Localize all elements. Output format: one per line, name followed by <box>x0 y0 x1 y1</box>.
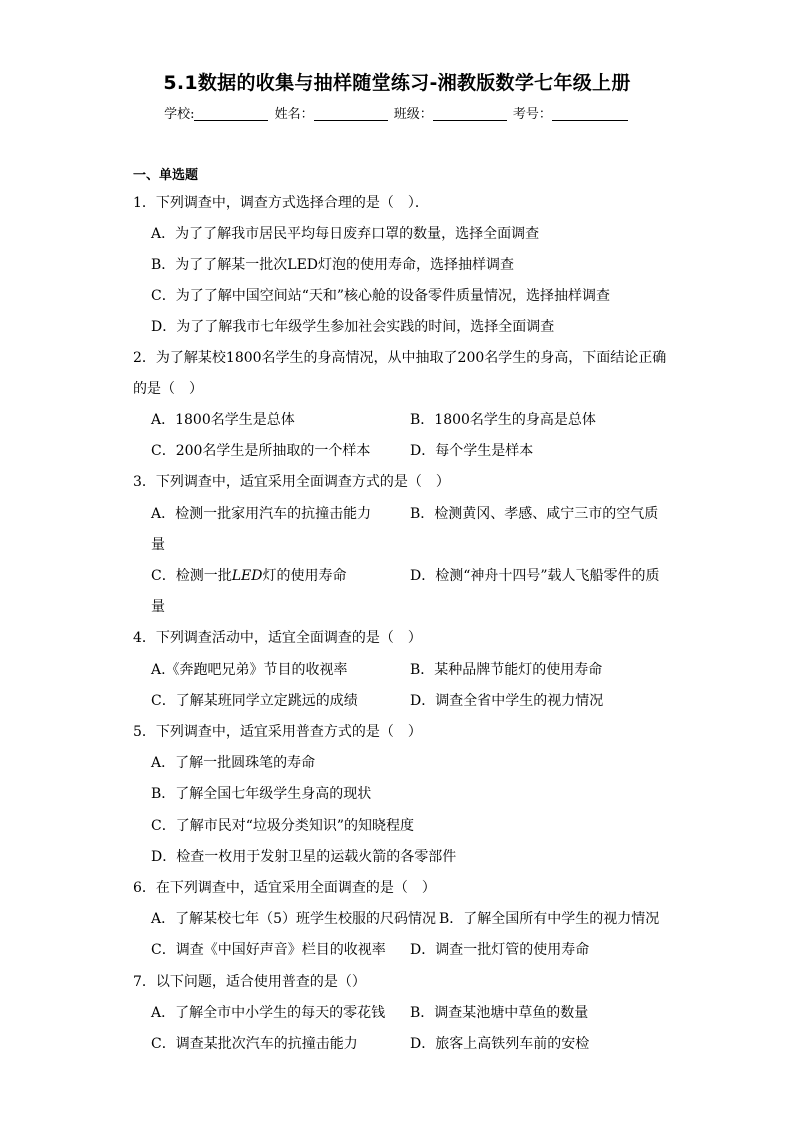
question-4-option-d: D．调查全省中学生的视力情况 <box>410 693 604 709</box>
question-6-option-c: C．调查《中国好声音》栏目的收视率 <box>151 942 386 958</box>
question-5-stem: 5．下列调查中，适宜采用普查方式的是（ ） <box>133 724 422 740</box>
question-3-stem: 3．下列调查中，适宜采用全面调查方式的是（ ） <box>133 474 450 490</box>
question-5-option-c: C．了解市民对“垃圾分类知识”的知晓程度 <box>151 818 415 834</box>
name-label: 姓名： <box>274 107 314 122</box>
question-3-option-d-continued: 量 <box>151 599 165 615</box>
question-1-option-d: D．为了了解我市七年级学生参加社会实践的时间，选择全面调查 <box>151 319 555 335</box>
question-1-option-a: A．为了了解我市居民平均每日废弃口罩的数量，选择全面调查 <box>151 226 540 242</box>
question-6-option-d: D．调查一批灯管的使用寿命 <box>410 942 590 958</box>
question-2-stem-line1: 2．为了解某校1800名学生的身高情况，从中抽取了200名学生的身高，下面结论正确 <box>133 350 667 366</box>
school-blank[interactable] <box>194 107 268 121</box>
question-1-option-c: C．为了了解中国空间站“天和”核心舱的设备零件质量情况，选择抽样调查 <box>151 288 611 304</box>
student-info-row <box>0 103 794 122</box>
school-label: 学校: <box>164 107 195 122</box>
exam-no-label: 考号： <box>512 107 552 122</box>
question-6-option-b: B．了解全国所有中学生的视力情况 <box>439 911 660 927</box>
question-3-option-d: D．检测“神舟十四号”载人飞船零件的质 <box>410 568 660 584</box>
question-4-option-c: C．了解某班同学立定跳远的成绩 <box>151 693 358 709</box>
question-3-option-b: B．检测黄冈、孝感、咸宁三市的空气质 <box>410 506 659 522</box>
question-3-option-a: A．检测一批家用汽车的抗撞击能力 <box>151 506 372 522</box>
question-2-option-b: B．1800名学生的身高是总体 <box>410 412 596 428</box>
question-7-option-a: A．了解全市中小学生的每天的零花钱 <box>151 1005 386 1021</box>
class-label: 班级： <box>393 107 433 122</box>
exam-no-blank[interactable] <box>552 107 628 121</box>
question-2-option-a: A．1800名学生是总体 <box>151 412 295 428</box>
question-6-stem: 6．在下列调查中，适宜采用全面调查的是（ ） <box>133 880 436 896</box>
question-4-option-a: A.《奔跑吧兄弟》节目的收视率 <box>151 662 348 678</box>
question-2-option-c: C．200名学生是所抽取的一个样本 <box>151 443 371 459</box>
question-7-stem: 7．以下问题，适合使用普查的是（） <box>133 974 366 990</box>
question-3-option-c: C．检测一批LED灯的使用寿命 <box>151 568 347 584</box>
question-7-option-c: C．调查某批次汽车的抗撞击能力 <box>151 1036 358 1052</box>
question-5-option-a: A．了解一批圆珠笔的寿命 <box>151 755 316 771</box>
question-2-stem-line2: 的是（ ） <box>133 381 203 397</box>
question-5-option-b: B．了解全国七年级学生身高的现状 <box>151 786 372 802</box>
question-3-option-b-continued: 量 <box>151 537 165 553</box>
question-7-option-d: D．旅客上高铁列车前的安检 <box>410 1036 590 1052</box>
question-1-stem: 1．下列调查中，调查方式选择合理的是（ ）． <box>133 195 429 211</box>
question-4-stem: 4．下列调查活动中，适宜全面调查的是（ ） <box>133 630 422 646</box>
page-title: 5.1数据的收集与抽样随堂练习-湘教版数学七年级上册 <box>163 72 631 94</box>
question-5-option-d: D．检查一枚用于发射卫星的运载火箭的各零部件 <box>151 849 457 865</box>
question-1-option-b: B．为了了解某一批次LED灯泡的使用寿命，选择抽样调查 <box>151 257 515 273</box>
question-4-option-b: B．某种品牌节能灯的使用寿命 <box>410 662 603 678</box>
question-6-option-a: A．了解某校七年（5）班学生校服的尺码情况 <box>151 911 437 927</box>
question-7-option-b: B．调查某池塘中草鱼的数量 <box>410 1005 589 1021</box>
class-blank[interactable] <box>433 107 507 121</box>
section-heading: 一、单选题 <box>133 168 199 183</box>
question-2-option-d: D．每个学生是样本 <box>410 443 534 459</box>
name-blank[interactable] <box>314 107 388 121</box>
